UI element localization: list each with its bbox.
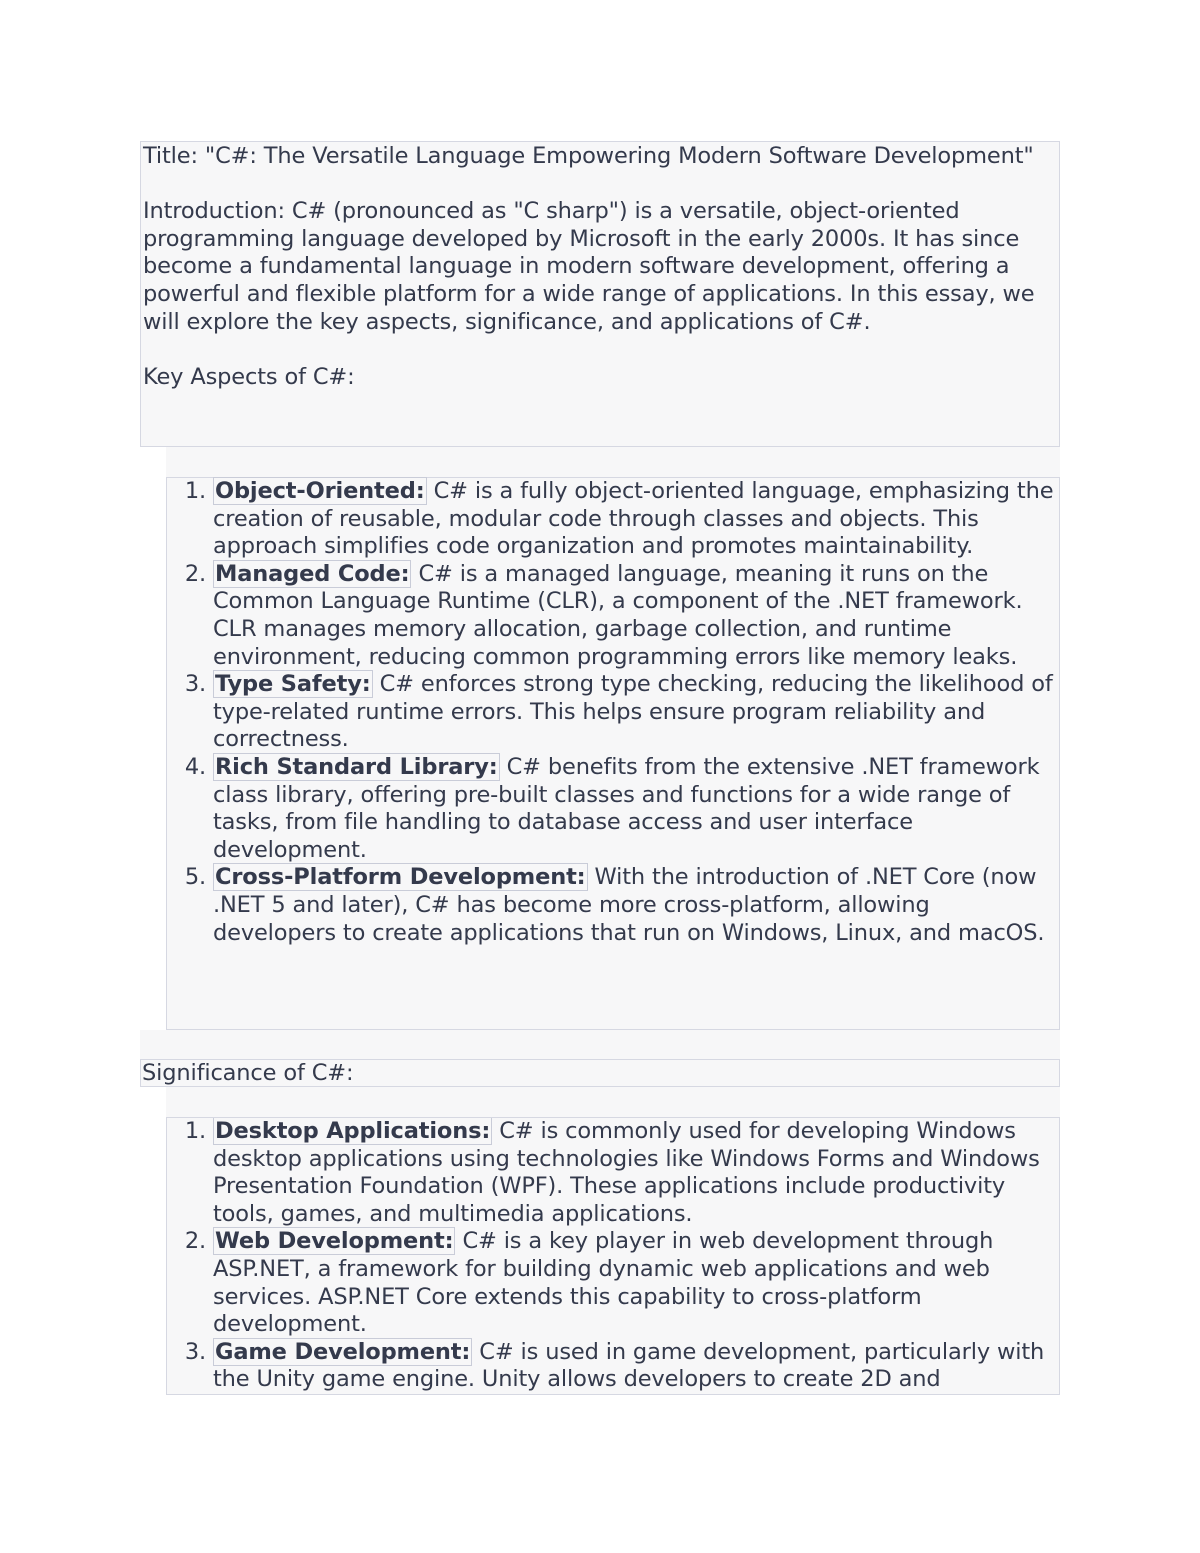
list-item-text: With the introduction of .NET Core (now .NET 5 and later), C# has become more cross-platform, allowing developers to create applications that run on Windows, Linux, and macOS.: [213, 864, 1045, 946]
list-item: [213, 561, 1059, 671]
list-item: [213, 478, 1059, 561]
significance-heading: Significance of C#:: [142, 1060, 354, 1086]
list-item-text: C# benefits from the extensive .NET framework class library, offering pre-built classes and functions for a wide range of tasks, from file handling to database access and user interface development.: [213, 753, 1040, 863]
list-item-term: Web Development:: [215, 1228, 454, 1255]
essay-title: Title: "C#: The Versatile Language Empowering Modern Software Development": [143, 143, 1034, 169]
list-item-text: C# is a fully object-oriented language, emphasizing the creation of reusable, modular code through classes and objects. This approach simplifies code organization and promotes maintainability.: [213, 478, 1054, 560]
list-item-term: Object-Oriented:: [215, 478, 425, 504]
list-item: [213, 1118, 1059, 1228]
spacer: [166, 447, 1060, 477]
spacer: [140, 1030, 1060, 1059]
list-item-term: Type Safety:: [215, 671, 371, 698]
significance-section: [140, 1059, 1060, 1087]
list-item-text: C# is used in game development, particularly with the Unity game engine. Unity allows developers to create 2D and: [213, 1338, 1045, 1393]
key-aspects-heading: Key Aspects of C#:: [143, 363, 355, 390]
list-item: [213, 1339, 1059, 1394]
significance-list-section: [166, 1117, 1060, 1395]
key-aspects-list-section: [166, 477, 1060, 1030]
list-item-term: Game Development:: [215, 1338, 471, 1365]
significance-list: [167, 1118, 1059, 1394]
list-item-term: Managed Code:: [215, 560, 410, 587]
list-item-term: Rich Standard Library:: [215, 753, 498, 780]
list-item-term: Desktop Applications:: [215, 1118, 491, 1144]
list-item-text: C# is commonly used for developing Windows desktop applications using technologies like Windows Forms and Windows Presentation Foundation (WPF). These applications include productivity tools, games, and multimedia applications.: [213, 1118, 1040, 1227]
intro-section: [140, 141, 1060, 447]
list-item: [213, 864, 1059, 947]
list-item-text: C# is a managed language, meaning it runs on the Common Language Runtime (CLR), a component of the .NET framework. CLR manages memory allocation, garbage collection, and runtime environment, reducing common programming errors like memory leaks.: [213, 560, 1023, 670]
list-item-term: Cross-Platform Development:: [215, 864, 586, 891]
key-aspects-list: [167, 478, 1059, 947]
list-item-text: C# enforces strong type checking, reducing the likelihood of type-related runtime errors. This helps ensure program reliability and correctness.: [213, 671, 1053, 753]
list-item: [213, 754, 1059, 864]
list-item-text: C# is a key player in web development through ASP.NET, a framework for building dynamic web applications and web services. ASP.NET Core extends this capability to cross-platform development.: [213, 1228, 994, 1338]
list-item: [213, 671, 1059, 754]
introduction-paragraph: Introduction: C# (pronounced as "C sharp") is a versatile, object-oriented programming language developed by Microsoft in the early 2000s. It has since become a fundamental language in modern software development, offering a powerful and flexible platform for a wide range of applications. In this essay, we will explore the key aspects, significance, and applications of C#.: [143, 198, 1035, 335]
spacer: [166, 1087, 1060, 1117]
list-item: [213, 1228, 1059, 1338]
